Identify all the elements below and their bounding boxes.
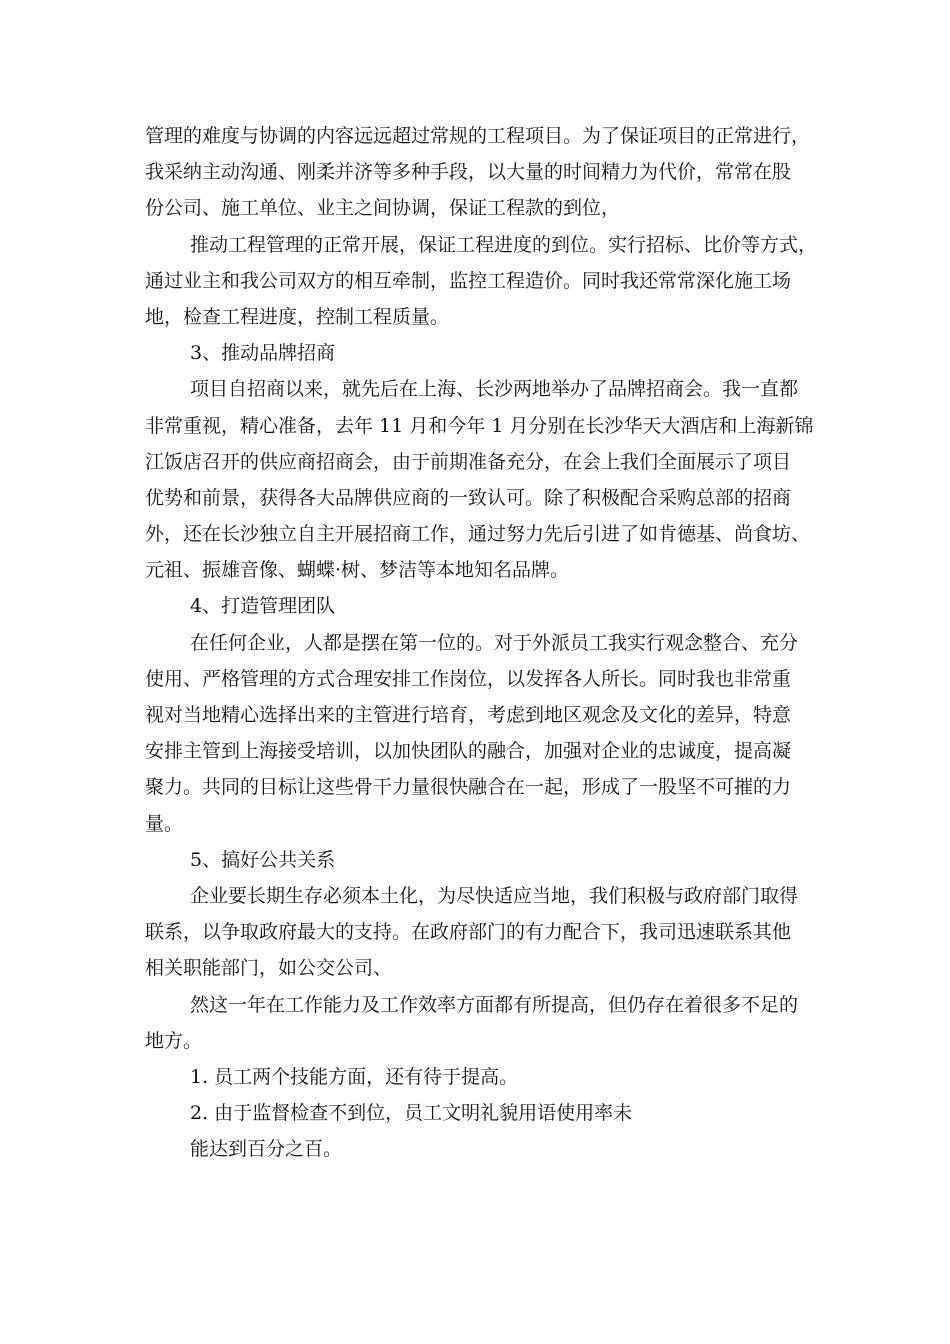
text-line: 地方。: [145, 1029, 203, 1052]
text-line: 通过业主和我公司双方的相互牵制，监控工程造价。同时我还常常深化施工场: [145, 269, 792, 292]
text-line: 外，还在长沙独立自主开展招商工作，通过努力先后引进了如肯德基、尚食坊、: [145, 523, 811, 546]
text-line: 企业要长期生存必须本土化，为尽快适应当地，我们积极与政府部门取得: [190, 884, 799, 907]
text-line: 3、推动品牌招商: [190, 342, 336, 365]
text-line: 我采纳主动沟通、刚柔并济等多种手段，以大量的时间精力为代价，常常在股: [145, 161, 792, 184]
text-line: 然这一年在工作能力及工作效率方面都有所提高，但仍存在着很多不足的: [190, 993, 799, 1016]
text-line: 5、搞好公共关系: [190, 848, 336, 871]
text-line: 4、打造管理团队: [190, 595, 336, 618]
text-line: 份公司、施工单位、业主之间协调，保证工程款的到位，: [145, 197, 621, 220]
text-line: 管理的难度与协调的内容远远超过常规的工程项目。为了保证项目的正常进行，: [145, 125, 811, 147]
text-line: 优势和前景，获得各大品牌供应商的一致认可。除了积极配合采购总部的招商: [145, 486, 792, 509]
text-line: 能达到百分之百。: [190, 1138, 343, 1161]
text-line: 相关职能部门，如公交公司、: [145, 957, 393, 980]
document-body: [145, 118, 818, 1167]
text-line: 1. 员工两个技能方面，还有待于提高。: [190, 1065, 519, 1088]
text-line: 联系，以争取政府最大的支持。在政府部门的有力配合下，我司迅速联系其他: [145, 921, 792, 944]
text-line: 江饭店召开的供应商招商会，由于前期准备充分，在会上我们全面展示了项目: [145, 450, 792, 473]
text-line: 使用、严格管理的方式合理安排工作岗位，以发挥各人所长。同时我也非常重: [145, 667, 792, 690]
text-line: 地，检查工程进度，控制工程质量。: [145, 305, 450, 328]
text-line: 项目自招商以来，就先后在上海、长沙两地举办了品牌招商会。我一直都: [190, 378, 799, 401]
text-line: 聚力。共同的目标让这些骨干力量很快融合在一起，形成了一股坚不可摧的力: [145, 776, 792, 799]
text-line: 2. 由于监督检查不到位，员工文明礼貌用语使用率未: [190, 1102, 633, 1125]
text-line: 推动工程管理的正常开展，保证工程进度的到位。实行招标、比价等方式，: [190, 233, 818, 256]
text-line: 安排主管到上海接受培训，以加快团队的融合，加强对企业的忠诚度，提高凝: [145, 740, 792, 763]
text-line: 视对当地精心选择出来的主管进行培育，考虑到地区观念及文化的差异，特意: [145, 704, 792, 726]
text-line: 量。: [145, 812, 184, 835]
text-line: 在任何企业，人都是摆在第一位的。对于外派员工我实行观念整合、充分: [190, 631, 799, 654]
text-line: 元祖、振雄音像、蝴蝶·树、梦洁等本地知名品牌。: [145, 559, 570, 582]
text-line: 非常重视，精心准备，去年 11 月和今年 1 月分别在长沙华天大酒店和上海新锦: [145, 414, 814, 437]
